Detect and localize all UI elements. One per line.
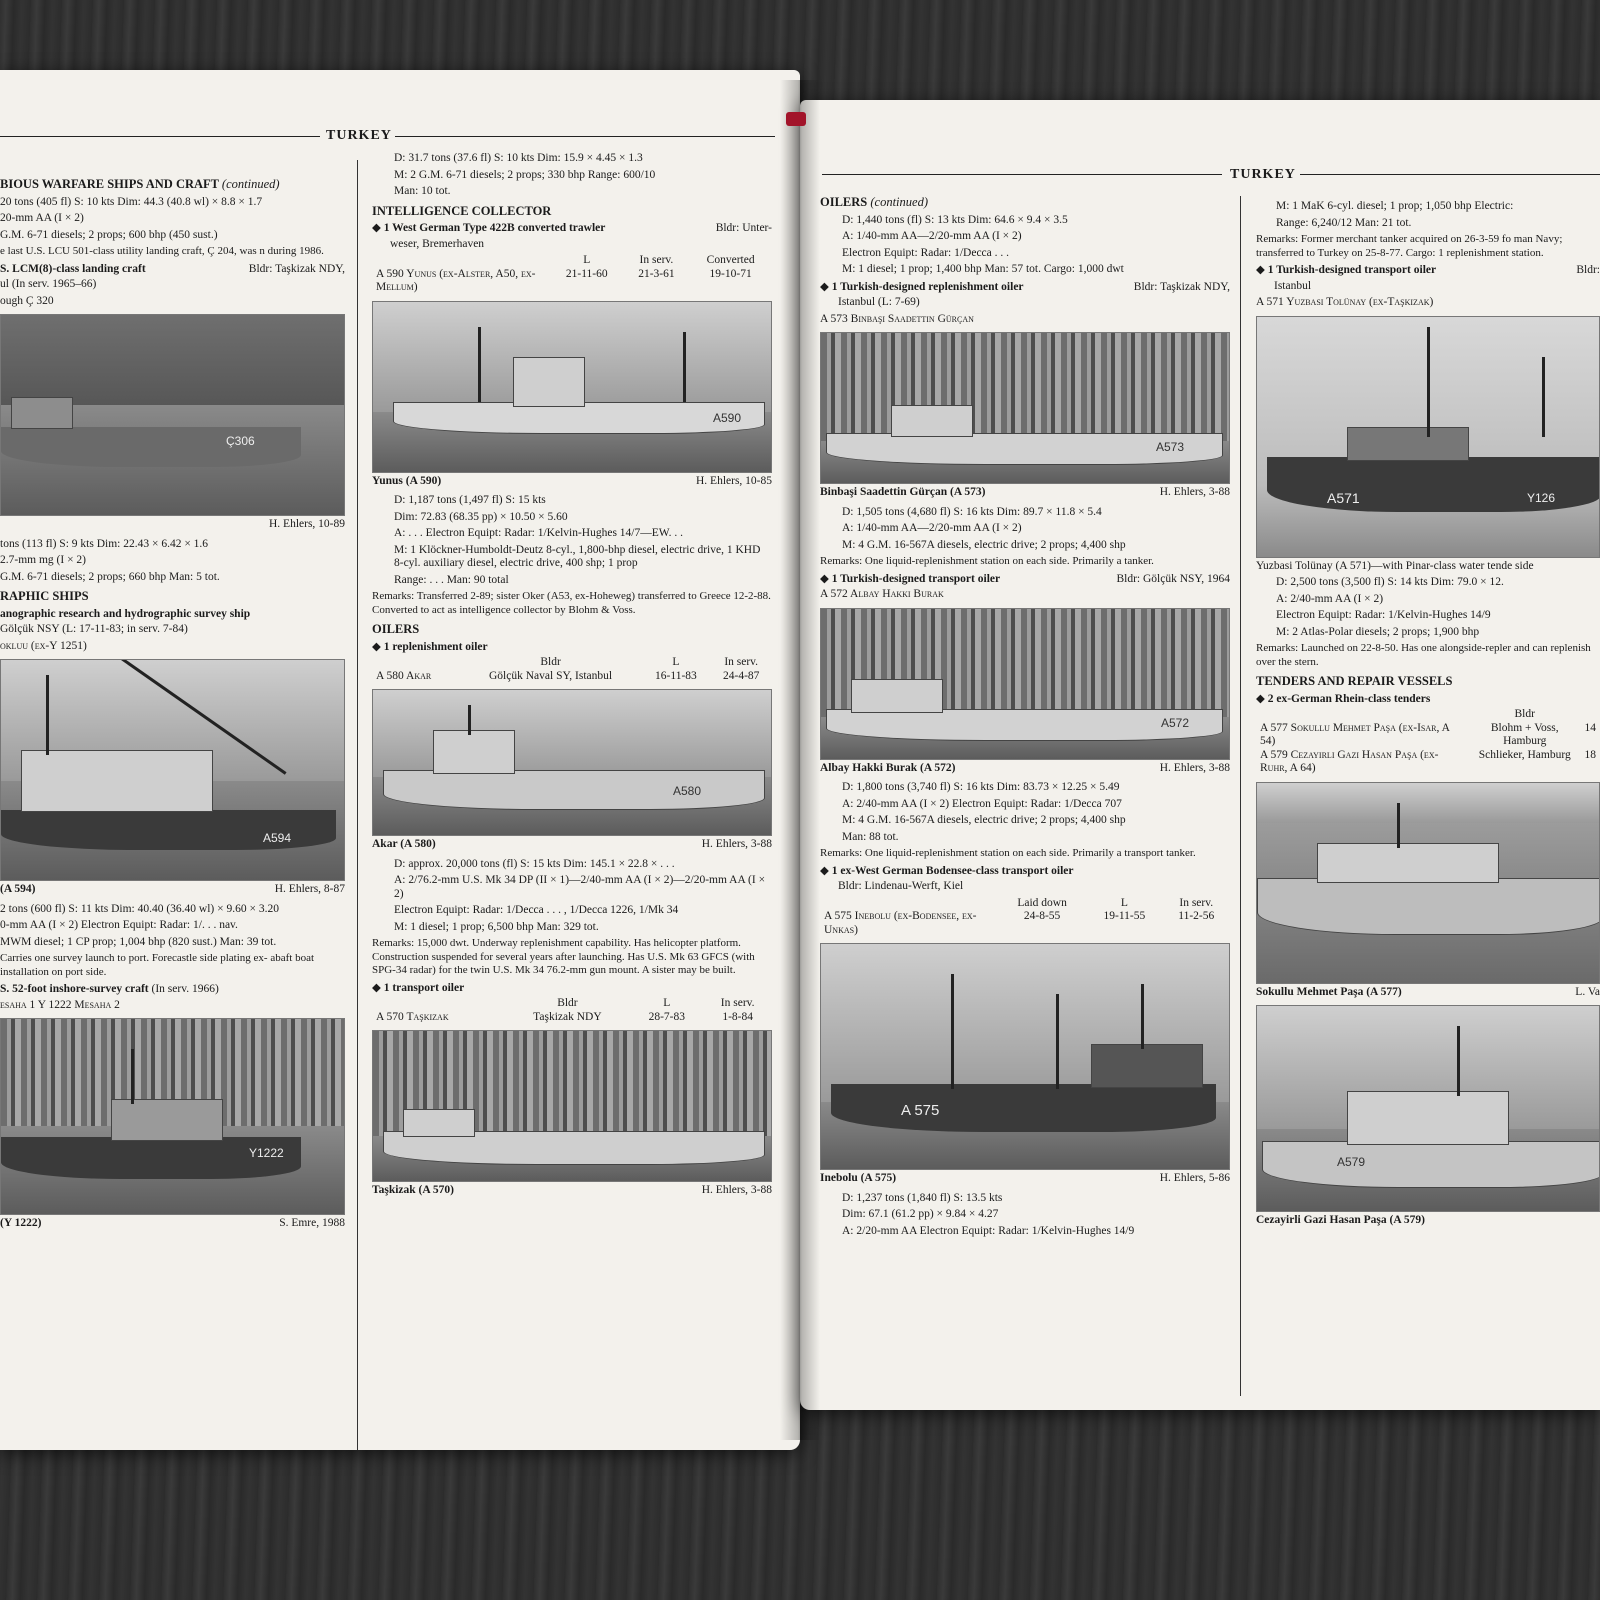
header-rule	[1300, 174, 1600, 175]
table-header: Laid down	[1017, 896, 1067, 909]
ship-photo	[372, 1030, 772, 1182]
spec-line: Man: 10 tot.	[394, 185, 451, 197]
subsection-title: ◆ 1 ex-West German Bodensee-class transport oiler	[820, 864, 1074, 877]
spec-line: A: . . . Electron Equipt: Radar: 1/Kelvin-Hughes 14/7—EW. . .	[394, 527, 683, 539]
spec-line: Range: . . . Man: 90 total	[394, 573, 509, 586]
section-title: INTELLIGENCE COLLECTOR	[372, 203, 552, 218]
builder: Bldr: Taşkizak NDY,	[248, 262, 345, 275]
table-header: In serv.	[639, 254, 674, 266]
table-cell: 14	[1584, 721, 1596, 734]
subsection-title: S. 52-foot inshore-survey craft	[0, 983, 149, 995]
table-header: L	[663, 997, 671, 1009]
spec-line: G.M. 6-71 diesels; 2 props; 660 bhp Man: 5 tot.	[0, 570, 220, 583]
section-title: OILERS	[372, 622, 420, 636]
spec-line: M: 4 G.M. 16-567A diesels, electric drive; 2 props; 4,400 shp	[842, 814, 1126, 826]
table-header: L	[672, 656, 680, 668]
spec-line: 20 tons (405 fl) S: 10 kts Dim: 44.3 (40.8 wl) × 8.8 × 1.7	[0, 195, 263, 208]
ship-name: A 572 Albay Hakki Burak	[820, 588, 944, 600]
hull-number: A571	[1327, 489, 1360, 506]
photo-credit: H. Ehlers, 3-88	[701, 838, 772, 850]
spec-line: D: 1,440 tons (fl) S: 13 kts Dim: 64.6 × 9.4 × 3.5	[842, 213, 1068, 226]
hull-number: A579	[1337, 1155, 1366, 1169]
spec-line: Electron Equipt: Radar: 1/Decca . . .	[842, 246, 1010, 259]
spec-line: MWM diesel; 1 CP prop; 1,004 bhp (820 sust.) Man: 39 tot.	[0, 935, 277, 948]
table-cell: A 579 Cezayirli Gazi Hasan Paşa (ex-Ruhr, A 64)	[1260, 748, 1439, 774]
right-column-1	[820, 190, 1230, 1241]
spec-line: Dim: 67.1 (61.2 pp) × 9.84 × 4.27	[842, 1208, 999, 1220]
photo-credit: H. Ehlers, 3-88	[701, 1184, 772, 1196]
spec-line: D: 1,237 tons (1,840 fl) S: 13.5 kts	[842, 1191, 1003, 1204]
subsection-title: S. LCM(8)-class landing craft	[0, 262, 146, 275]
page-header: TURKEY	[326, 128, 392, 143]
remarks: Carries one survey launch to port. Forecastle side plating ex- abaft boat installation on port side.	[0, 952, 315, 978]
ship-photo	[372, 301, 772, 473]
table-cell: Blohm + Voss, Hamburg	[1490, 721, 1559, 747]
right-column-2	[1256, 200, 1600, 1234]
ship-table	[372, 656, 772, 683]
table-cell: 21-11-60	[565, 267, 608, 280]
table-cell: Gölçük Naval SY, Istanbul	[489, 669, 613, 682]
spec-line: 0-mm AA (I × 2) Electron Equipt: Radar: 1/. . . nav.	[0, 919, 238, 931]
ship-photo	[372, 689, 772, 836]
spec-line: Dim: 72.83 (68.35 pp) × 10.50 × 5.60	[394, 510, 568, 523]
ship-photo	[0, 314, 345, 516]
table-cell: A 580 Akar	[376, 669, 432, 682]
subsection-title: ◆ 1 Turkish-designed transport oiler	[820, 572, 1001, 585]
ship-photo	[0, 659, 345, 881]
photo-caption: Akar (A 580)	[372, 838, 436, 850]
ship-photo	[0, 1018, 345, 1215]
table-cell: 11-2-56	[1178, 910, 1215, 922]
section-title: OILERS	[820, 195, 868, 209]
ship-name: okluu (ex-Y 1251)	[0, 639, 87, 652]
table-header: In serv.	[724, 656, 759, 668]
spec-line: Electron Equipt: Radar: 1/Kelvin-Hughes 14/9	[1276, 609, 1491, 621]
table-header: Bldr	[1514, 708, 1535, 720]
subsection-title: ◆ 1 replenishment oiler	[372, 640, 488, 653]
spec-line: D: 1,187 tons (1,497 fl) S: 15 kts	[394, 494, 546, 506]
subsection-title: ◆ 1 West German Type 422B converted trawler	[372, 222, 606, 234]
photo-caption: Cezayirli Gazi Hasan Paşa (A 579)	[1256, 1214, 1425, 1226]
spec-line: A: 2/20-mm AA Electron Equipt: Radar: 1/Kelvin-Hughes 14/9	[842, 1224, 1135, 1237]
table-header	[372, 997, 505, 1011]
section-continued: (continued)	[870, 195, 928, 209]
table-cell: 24-8-55	[1023, 910, 1061, 922]
spec-line: ough Ç 320	[0, 294, 54, 307]
ship-name: A 573 Binbaşi Saadettin Gürçan	[820, 312, 974, 325]
table-header: Bldr	[540, 656, 561, 668]
photo-caption: (Y 1222)	[0, 1217, 42, 1229]
builder-location: Istanbul	[1274, 279, 1312, 292]
ship-table	[820, 897, 1230, 938]
subsection-title: ◆ 1 Turkish-designed transport oiler	[1256, 264, 1437, 276]
spec-line: A: 2/40-mm AA (I × 2) Electron Equipt: Radar: 1/Decca 707	[842, 797, 1122, 810]
book-spine-ribbon	[786, 112, 806, 126]
remarks: Remarks: One liquid-replenishment station on each side. Primarily a tanker.	[820, 555, 1154, 567]
remarks: Remarks: One liquid-replenishment station on each side. Primarily a transport tanker.	[820, 847, 1196, 859]
ship-table	[1256, 708, 1600, 776]
table-header	[820, 897, 998, 911]
remarks: Remarks: Launched on 22-8-50. Has one alongside-repler and can replenish over the stern.	[1256, 642, 1591, 668]
photo-caption: Albay Hakki Burak (A 572)	[820, 761, 956, 774]
remarks: Remarks: Transferred 2-89; sister Oker (A53, ex-Hoheweg) transferred to Greece 12-2-88. Converted to act as intelligence collector by Blohm & Voss.	[372, 590, 771, 616]
table-cell: Taşkizak NDY	[533, 1010, 602, 1023]
ship-names: esaha 1 Y 1222 Mesaha 2	[0, 998, 120, 1011]
photo-credit: H. Ehlers, 10-85	[695, 474, 772, 487]
spec-line: Electron Equipt: Radar: 1/Decca . . . , 1/Decca 1226, 1/Mk 34	[394, 904, 679, 916]
ship-photo	[1256, 316, 1600, 558]
ship-name: A 571 Yuzbasi Tolünay (ex-Taşkizak)	[1256, 296, 1434, 308]
remarks: Remarks: 15,000 dwt. Underway replenishment capability. Has helicopter platform. Construction suspended for several years after launching. Has U.S. Mk 63 GFCS (with SPG-34 radar) for the twin U.S. Mk 34 76.2-mm gun mount. A sister may be built.	[372, 937, 755, 976]
in-service: (In serv. 1966)	[151, 983, 219, 995]
hull-number: Y1222	[249, 1146, 284, 1160]
section-title: TENDERS AND REPAIR VESSELS	[1256, 674, 1453, 688]
builder-location: weser, Bremerhaven	[390, 237, 485, 250]
table-header	[372, 656, 460, 670]
section-title: BIOUS WARFARE SHIPS AND CRAFT	[0, 177, 219, 191]
spec-line: A: 1/40-mm AA—2/20-mm AA (I × 2)	[842, 522, 1022, 534]
photo-caption: (A 594)	[0, 883, 36, 895]
photo-credit: L. Va	[1575, 985, 1600, 998]
table-cell: 21-3-61	[638, 267, 675, 280]
left-column-2	[372, 152, 772, 1204]
subsection-title: anographic research and hydrographic survey ship	[0, 607, 251, 620]
photo-caption: Sokullu Mehmet Paşa (A 577)	[1256, 985, 1402, 998]
table-header: In serv.	[720, 997, 755, 1009]
ship-photo	[820, 943, 1230, 1170]
hull-number: A590	[713, 410, 742, 425]
spec-line: M: 4 G.M. 16-567A diesels, electric drive; 2 props; 4,400 shp	[842, 538, 1126, 551]
table-cell: 18	[1584, 748, 1596, 761]
table-cell: A 575 Inebolu (ex-Bodensee, ex-Unkas)	[824, 910, 977, 936]
page-header: TURKEY	[1230, 167, 1296, 182]
table-header: Converted	[706, 254, 755, 266]
spec-line: M: 1 Klöckner-Humboldt-Deutz 8-cyl., 1,800-bhp diesel, electric drive, 1 KHD 8-cyl. auxiliary diesel, electric drive, 400 shp; 1 prop	[394, 543, 761, 569]
table-cell: Schlieker, Hamburg	[1478, 748, 1571, 761]
builder: Bldr: Gölçük NSY, 1964	[1116, 572, 1230, 585]
spec-line: A: 2/76.2-mm U.S. Mk 34 DP (II × 1)—2/40-mm AA (I × 2)—2/20-mm AA (I × 2)	[394, 874, 766, 900]
subsection-title: ◆ 2 ex-German Rhein-class tenders	[1256, 692, 1431, 705]
photo-credit: H. Ehlers, 3-88	[1159, 761, 1230, 774]
spec-line: Range: 6,240/12 Man: 21 tot.	[1276, 216, 1412, 229]
photo-credit: H. Ehlers, 5-86	[1159, 1172, 1230, 1184]
spec-line: D: 2,500 tons (3,500 fl) S: 14 kts Dim: 79.0 × 12.	[1276, 576, 1504, 588]
spec-line: ul (In serv. 1965–66)	[0, 278, 97, 290]
spec-line: D: 1,800 tons (3,740 fl) S: 16 kts Dim: 83.73 × 12.25 × 5.49	[842, 781, 1120, 793]
ship-photo	[820, 608, 1230, 760]
table-cell: 28-7-83	[648, 1010, 686, 1023]
photo-caption: Inebolu (A 575)	[820, 1172, 897, 1184]
column-divider	[1240, 196, 1241, 1396]
section-continued: (continued)	[221, 177, 280, 191]
book-gutter	[780, 80, 820, 1440]
header-rule	[0, 136, 320, 137]
table-header	[372, 254, 550, 268]
photo-caption: Taşkizak (A 570)	[372, 1184, 455, 1196]
subsection-title: ◆ 1 Turkish-designed replenishment oiler	[820, 280, 1024, 293]
hull-number: Y126	[1527, 490, 1556, 505]
table-cell: A 577 Sokullu Mehmet Paşa (ex-Isar, A 54)	[1260, 721, 1450, 747]
spec-line: G.M. 6-71 diesels; 2 props; 600 bhp (450 sust.)	[0, 228, 218, 241]
photo-credit: H. Ehlers, 8-87	[274, 883, 345, 895]
builder: Bldr: Lindenau-Werft, Kiel	[838, 880, 964, 892]
spec-line: 2 tons (600 fl) S: 11 kts Dim: 40.40 (36.40 wl) × 9.60 × 3.20	[0, 902, 279, 915]
subsection-title: ◆ 1 transport oiler	[372, 981, 465, 994]
table-header: L	[583, 254, 591, 266]
left-page	[0, 70, 800, 1450]
table-cell: 1-8-84	[722, 1010, 753, 1023]
ship-table	[372, 997, 772, 1024]
spec-line: D: approx. 20,000 tons (fl) S: 15 kts Dim: 145.1 × 22.8 × . . .	[394, 857, 675, 870]
ship-photo	[820, 332, 1230, 484]
hull-number: Ç306	[226, 434, 255, 448]
table-cell: 19-10-71	[709, 267, 752, 280]
hull-number: A 575	[901, 1102, 940, 1119]
photo-caption: Yuzbasi Tolünay (A 571)—with Pinar-class water tende side	[1256, 559, 1534, 572]
builder-location: Istanbul (L: 7-69)	[838, 296, 920, 308]
photo-credit: H. Ehlers, 10-89	[268, 518, 345, 530]
table-cell: 24-4-87	[722, 669, 760, 682]
photo-caption: Yunus (A 590)	[372, 474, 442, 487]
builder: Bldr:	[1576, 264, 1600, 276]
spec-line: tons (113 fl) S: 9 kts Dim: 22.43 × 6.42 × 1.6	[0, 537, 209, 550]
spec-line: D: 1,505 tons (4,680 fl) S: 16 kts Dim: 89.7 × 11.8 × 5.4	[842, 505, 1102, 518]
table-header: L	[1120, 896, 1128, 909]
spec-line: Gölçük NSY (L: 17-11-83; in serv. 7-84)	[0, 623, 188, 635]
table-header: In serv.	[1179, 896, 1214, 909]
spec-line: M: 2 G.M. 6-71 diesels; 2 props; 330 bhp Range: 600/10	[394, 168, 656, 181]
ship-table	[372, 254, 772, 295]
hull-number: A594	[263, 831, 292, 845]
spec-line: M: 2 Atlas-Polar diesels; 2 props; 1,900 bhp	[1276, 625, 1480, 638]
remarks: Remarks: Former merchant tanker acquired on 26-3-59 fo man Navy; transferred to Turkey on 25-8-77. Cargo: 1 replenishment station.	[1256, 233, 1563, 259]
right-page	[800, 100, 1600, 1410]
table-cell: 16-11-83	[655, 669, 697, 682]
spec-line: 20-mm AA (I × 2)	[0, 212, 84, 224]
photo-caption: Binbaşi Saadettin Gürçan (A 573)	[820, 486, 986, 498]
left-column-1	[0, 172, 345, 1237]
section-title: RAPHIC SHIPS	[0, 589, 89, 603]
builder: Bldr: Taşkizak NDY,	[1133, 280, 1230, 293]
ship-photo	[1256, 1005, 1600, 1212]
note: e last U.S. LCU 501-class utility landing craft, Ç 204, was n during 1986.	[0, 245, 324, 257]
header-rule	[395, 136, 775, 137]
spec-line: 2.7-mm mg (I × 2)	[0, 554, 87, 566]
hull-number: A573	[1156, 440, 1185, 454]
hull-number: A580	[673, 784, 702, 798]
spec-line: A: 2/40-mm AA (I × 2)	[1276, 592, 1384, 605]
column-divider	[357, 160, 358, 1450]
spec-line: M: 1 MaK 6-cyl. diesel; 1 prop; 1,050 bhp Electric:	[1276, 200, 1514, 212]
ship-photo	[1256, 782, 1600, 984]
spec-line: A: 1/40-mm AA—2/20-mm AA (I × 2)	[842, 230, 1022, 242]
table-cell: 19-11-55	[1103, 910, 1146, 922]
spec-line: D: 31.7 tons (37.6 fl) S: 10 kts Dim: 15.9 × 4.45 × 1.3	[394, 152, 643, 164]
table-cell: A 590 Yunus (ex-Alster, A50, ex-Mellum)	[376, 267, 536, 293]
photo-credit: H. Ehlers, 3-88	[1159, 486, 1230, 498]
builder: Bldr: Unter-	[715, 222, 772, 234]
spec-line: Man: 88 tot.	[842, 830, 899, 843]
photo-credit: S. Emre, 1988	[279, 1217, 345, 1229]
table-cell: A 570 Taşkizak	[376, 1010, 449, 1023]
hull-number: A572	[1161, 715, 1190, 730]
header-rule	[822, 174, 1222, 175]
spec-line: M: 1 diesel; 1 prop; 1,400 bhp Man: 57 tot. Cargo: 1,000 dwt	[842, 263, 1124, 275]
table-header: Bldr	[557, 997, 578, 1009]
spec-line: M: 1 diesel; 1 prop; 6,500 bhp Man: 329 tot.	[394, 920, 599, 933]
